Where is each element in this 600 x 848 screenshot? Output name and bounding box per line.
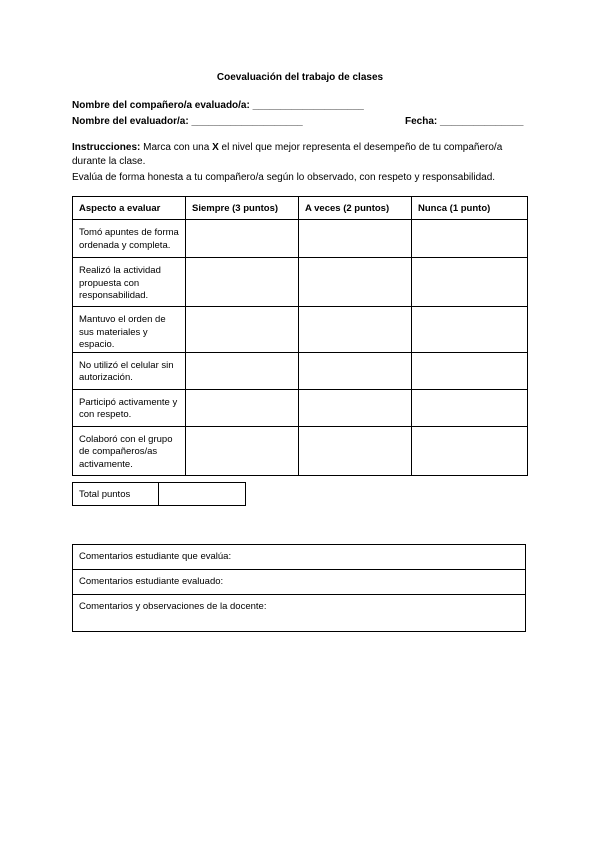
score-cell-always[interactable] xyxy=(186,426,299,475)
comment-row xyxy=(73,570,526,595)
table-row xyxy=(73,258,528,307)
total-value-cell[interactable] xyxy=(159,483,246,506)
total-table xyxy=(72,482,246,506)
evaluator-name-line[interactable]: Nombre del evaluador/a: ____________________ xyxy=(72,116,303,127)
instructions-mark: X xyxy=(212,142,219,153)
table-row xyxy=(73,352,528,389)
instructions-line-2: Evalúa de forma honesta a tu compañero/a según lo observado, con respeto y responsabilidad. xyxy=(72,172,496,183)
instructions-text-after: el nivel que mejor representa el desempeño de tu compañero/a durante la clase. xyxy=(72,142,503,167)
table-header-row xyxy=(73,197,528,220)
score-cell-sometimes[interactable] xyxy=(299,258,412,307)
aspect-cell: Mantuvo el orden de sus materiales y espacio. xyxy=(73,307,186,353)
instructions xyxy=(72,141,528,169)
aspect-cell: Participó activamente y con respeto. xyxy=(73,389,186,426)
comment-evaluator[interactable]: Comentarios estudiante que evalúa: xyxy=(73,545,526,570)
score-cell-never[interactable] xyxy=(412,307,528,353)
score-cell-sometimes[interactable] xyxy=(299,220,412,258)
score-cell-always[interactable] xyxy=(186,258,299,307)
header-always: Siempre (3 puntos) xyxy=(186,197,299,220)
score-cell-always[interactable] xyxy=(186,352,299,389)
aspect-cell: Tomó apuntes de forma ordenada y completa. xyxy=(73,220,186,258)
score-cell-sometimes[interactable] xyxy=(299,352,412,389)
total-row xyxy=(73,483,246,506)
aspect-cell: No utilizó el celular sin autorización. xyxy=(73,352,186,389)
instructions-text-before: Marca con una xyxy=(140,142,213,153)
score-cell-always[interactable] xyxy=(186,307,299,353)
aspect-cell: Colaboró con el grupo de compañeros/as activamente. xyxy=(73,426,186,475)
table-row xyxy=(73,426,528,475)
comments-table xyxy=(72,544,526,632)
score-cell-never[interactable] xyxy=(412,352,528,389)
score-cell-always[interactable] xyxy=(186,389,299,426)
evaluated-name-line[interactable]: Nombre del compañero/a evaluado/a: ____________________ xyxy=(72,100,364,111)
score-cell-sometimes[interactable] xyxy=(299,307,412,353)
table-row xyxy=(73,220,528,258)
aspect-cell: Realizó la actividad propuesta con responsabilidad. xyxy=(73,258,186,307)
table-row xyxy=(73,389,528,426)
header-sometimes: A veces (2 puntos) xyxy=(299,197,412,220)
score-cell-sometimes[interactable] xyxy=(299,389,412,426)
score-cell-never[interactable] xyxy=(412,220,528,258)
date-line[interactable]: Fecha: _______________ xyxy=(405,116,524,127)
score-cell-never[interactable] xyxy=(412,426,528,475)
evaluation-table xyxy=(72,196,528,476)
header-aspect: Aspecto a evaluar xyxy=(73,197,186,220)
score-cell-never[interactable] xyxy=(412,258,528,307)
total-label: Total puntos xyxy=(73,483,159,506)
comment-teacher[interactable]: Comentarios y observaciones de la docente: xyxy=(73,595,526,632)
table-row xyxy=(73,307,528,353)
score-cell-always[interactable] xyxy=(186,220,299,258)
comment-evaluated[interactable]: Comentarios estudiante evaluado: xyxy=(73,570,526,595)
comment-row xyxy=(73,595,526,632)
score-cell-never[interactable] xyxy=(412,389,528,426)
instructions-label: Instrucciones: xyxy=(72,142,141,153)
header-never: Nunca (1 punto) xyxy=(412,197,528,220)
page-title: Coevaluación del trabajo de clases xyxy=(216,72,384,83)
comment-row xyxy=(73,545,526,570)
score-cell-sometimes[interactable] xyxy=(299,426,412,475)
